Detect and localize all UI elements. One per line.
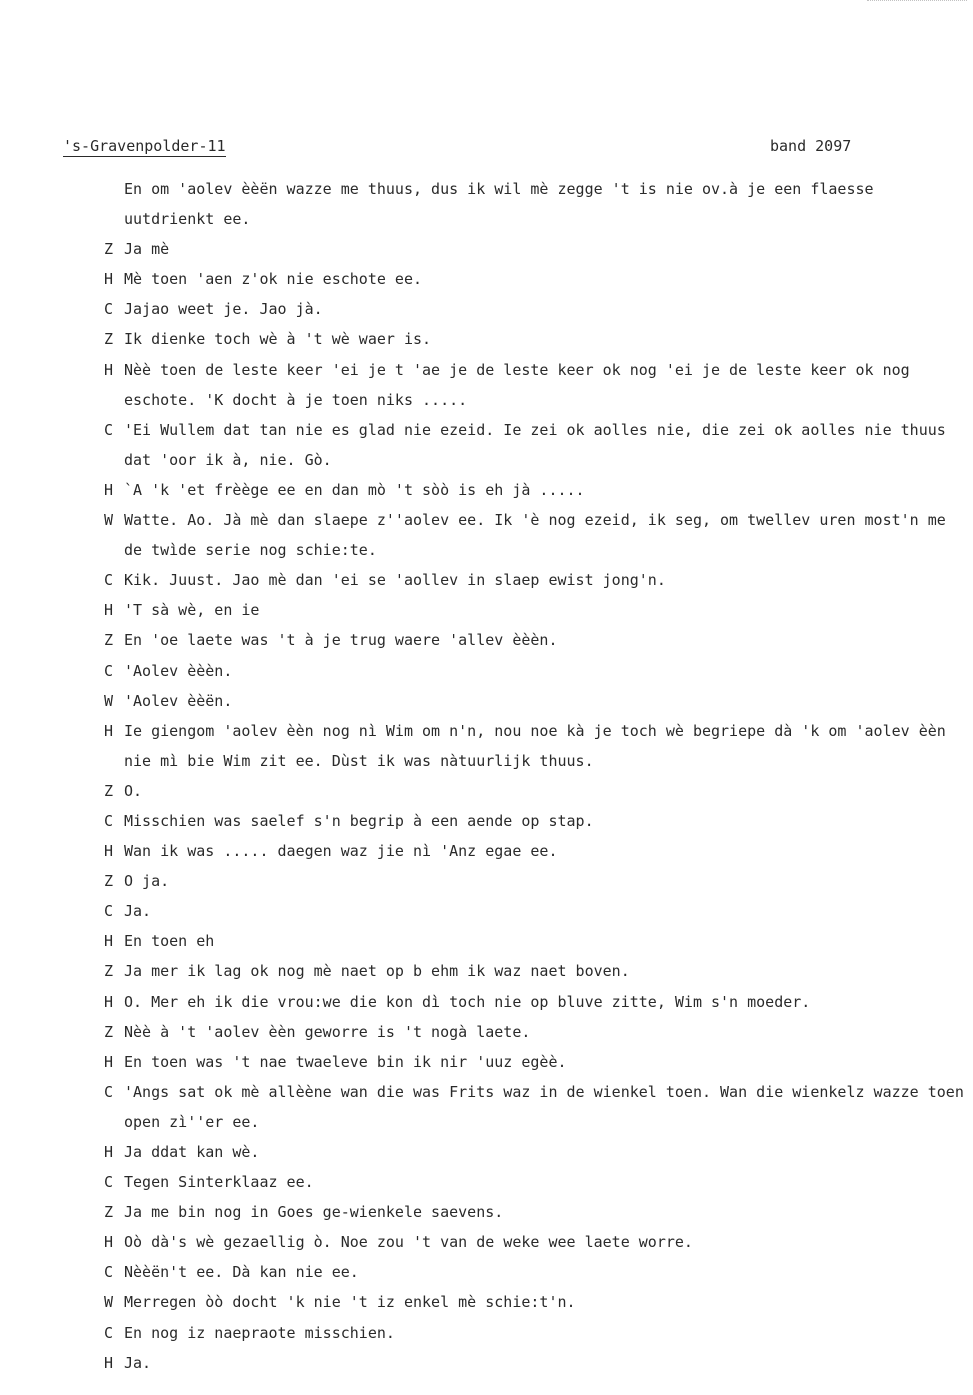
utterance: [104, 896, 966, 926]
utterance-text: Ja.: [124, 1353, 152, 1372]
utterance: [104, 716, 966, 776]
speaker-label: H: [104, 932, 114, 951]
speaker-label: C: [104, 1323, 114, 1342]
speaker-label: W: [104, 1293, 114, 1312]
utterance: [104, 1257, 966, 1287]
utterance: [104, 264, 966, 294]
utterance-text: Tegen Sinterklaaz ee.: [124, 1173, 314, 1192]
utterance: [104, 1197, 966, 1227]
utterance: [104, 987, 966, 1017]
utterance-text: Ja mè: [124, 240, 170, 259]
utterance-text: 'Ei Wullem dat tan nie es glad nie ezeid. Ie zei ok aolles nie, die zei ok aolles nie thuus dat 'oor ik à, nie. Gò.: [124, 420, 946, 469]
utterance-text: Jajao weet je. Jao jà.: [124, 300, 323, 319]
speaker-label: Z: [104, 631, 114, 650]
speaker-label: C: [104, 811, 114, 830]
utterance-text: Ja me bin nog in Goes ge-wienkele saevens.: [124, 1203, 504, 1222]
utterance: [104, 565, 966, 595]
utterance-text: Nèè à 't 'aolev èèn geworre is 't nogà laete.: [124, 1022, 531, 1041]
page-header: [63, 137, 863, 161]
speaker-label: Z: [104, 962, 114, 981]
speaker-label: C: [104, 1263, 114, 1282]
speaker-label: W: [104, 511, 114, 530]
utterance-text: Misschien was saelef s'n begrip à een aende op stap.: [124, 811, 594, 830]
utterance: [104, 1137, 966, 1167]
utterance: [104, 926, 966, 956]
utterance-text: Ja ddat kan wè.: [124, 1143, 260, 1161]
utterance-text: 'Aolev èèën.: [124, 691, 233, 710]
utterance: [104, 595, 966, 625]
utterance-text: Nèè toen de leste keer 'ei je t 'ae je de leste keer ok nog 'ei je de leste keer ok nog eschote. 'K docht à je toen niks .....: [124, 360, 910, 409]
speaker-label: Z: [104, 240, 114, 259]
utterance-text: 'Aolev èèèn.: [124, 661, 233, 680]
utterance-text: Mè toen 'aen z'ok nie eschote ee.: [124, 270, 423, 289]
utterance-text: En 'oe laete was 't à je trug waere 'allev èèèn.: [124, 631, 558, 650]
speaker-label: Z: [104, 781, 114, 800]
utterance-text: O.: [124, 781, 143, 800]
speaker-label: C: [104, 1082, 114, 1101]
speaker-label: H: [104, 480, 114, 499]
utterance: [104, 866, 966, 896]
utterance: [104, 1047, 966, 1077]
utterance: [104, 355, 966, 415]
utterance: [104, 324, 966, 354]
utterance-text: Ja mer ik lag ok nog mè naet op b ehm ik waz naet boven.: [124, 962, 630, 981]
utterance: [104, 1017, 966, 1047]
speaker-label: Z: [104, 1022, 114, 1041]
utterance-text: Merregen òò docht 'k nie 't iz enkel mè schie:t'n.: [124, 1293, 576, 1312]
utterance: [104, 505, 966, 565]
speaker-label: C: [104, 420, 114, 439]
speaker-label: C: [104, 661, 114, 680]
speaker-label: H: [104, 1353, 114, 1372]
speaker-label: C: [104, 1173, 114, 1192]
utterance: [104, 234, 966, 264]
speaker-label: H: [104, 721, 114, 740]
utterance-text: `A 'k 'et frèège ee en dan mò 't sòò is eh jà .....: [124, 480, 585, 499]
utterance: [104, 806, 966, 836]
utterance: [104, 475, 966, 505]
speaker-label: C: [104, 300, 114, 319]
utterance-text: 'T sà wè, en ie: [124, 601, 260, 620]
utterance-text: Wan ik was ..... daegen waz jie nì 'Anz egae ee.: [124, 842, 558, 861]
utterance: [104, 1318, 966, 1348]
utterance-text: 'Angs sat ok mè allèène wan die was Frits waz in de wienkel toen. Wan die wienkelz wazze toen open zì''er ee.: [124, 1082, 964, 1131]
utterance: [104, 1167, 966, 1197]
speaker-label: H: [104, 992, 114, 1011]
utterance-text: En nog iz naepraote misschien.: [124, 1323, 395, 1342]
utterance: [104, 1077, 966, 1137]
utterance: [104, 776, 966, 806]
utterance: [104, 1348, 966, 1378]
utterance: [104, 836, 966, 866]
utterance-text: Watte. Ao. Jà mè dan slaepe z''aolev ee. Ik 'è nog ezeid, ik seg, om twellev uren most'n me de twìde serie nog schie:te.: [124, 511, 946, 560]
utterance-text: Oò dà's wè gezaellig ò. Noe zou 't van de weke wee laete worre.: [124, 1233, 693, 1252]
location-title: 's-Gravenpolder-11: [63, 137, 226, 155]
utterance-text: Kik. Juust. Jao mè dan 'ei se 'aollev in slaep ewist jong'n.: [124, 571, 666, 590]
utterance-text: En toen eh: [124, 932, 215, 951]
speaker-label: Z: [104, 872, 114, 891]
utterance-text: En om 'aolev èèën wazze me thuus, dus ik wil mè zegge 't is nie ov.à je een flaesse uutdrienkt ee.: [124, 180, 874, 229]
speaker-label: Z: [104, 330, 114, 349]
utterance-text: O ja.: [124, 872, 170, 891]
utterance-text: Nèèën't ee. Dà kan nie ee.: [124, 1263, 359, 1282]
speaker-label: H: [104, 270, 114, 289]
utterance: [104, 174, 966, 234]
utterance-text: En toen was 't nae twaeleve bin ik nir 'uuz egèè.: [124, 1052, 567, 1071]
utterance: [104, 1287, 966, 1317]
utterance: [104, 656, 966, 686]
speaker-label: H: [104, 360, 114, 379]
utterance: [104, 956, 966, 986]
utterance: [104, 294, 966, 324]
speaker-label: Z: [104, 1203, 114, 1222]
utterance-text: O. Mer eh ik die vrou:we die kon dì toch nie op bluve zitte, Wim s'n moeder.: [124, 992, 811, 1011]
speaker-label: C: [104, 571, 114, 590]
utterance: [104, 686, 966, 716]
speaker-label: H: [104, 601, 114, 620]
utterance: [104, 415, 966, 475]
scan-artifact: [867, 0, 967, 7]
tape-number: band 2097: [770, 137, 852, 155]
utterance-text: Ie giengom 'aolev èèn nog nì Wim om n'n, nou noe kà je toch wè begriepe dà 'k om 'aolev èèn nie mì bie Wim zit ee. Dùst ik was nàtuurlijk thuus.: [124, 721, 946, 770]
utterance: [104, 1227, 966, 1257]
speaker-label: H: [104, 842, 114, 861]
utterance-text: Ik dienke toch wè à 't wè waer is.: [124, 330, 432, 349]
speaker-label: H: [104, 1233, 114, 1252]
speaker-label: H: [104, 1143, 114, 1161]
speaker-label: H: [104, 1052, 114, 1071]
utterance: [104, 625, 966, 655]
utterance-text: Ja.: [124, 902, 152, 921]
speaker-label: W: [104, 691, 114, 710]
transcript-body: [104, 174, 966, 1378]
speaker-label: C: [104, 902, 114, 921]
